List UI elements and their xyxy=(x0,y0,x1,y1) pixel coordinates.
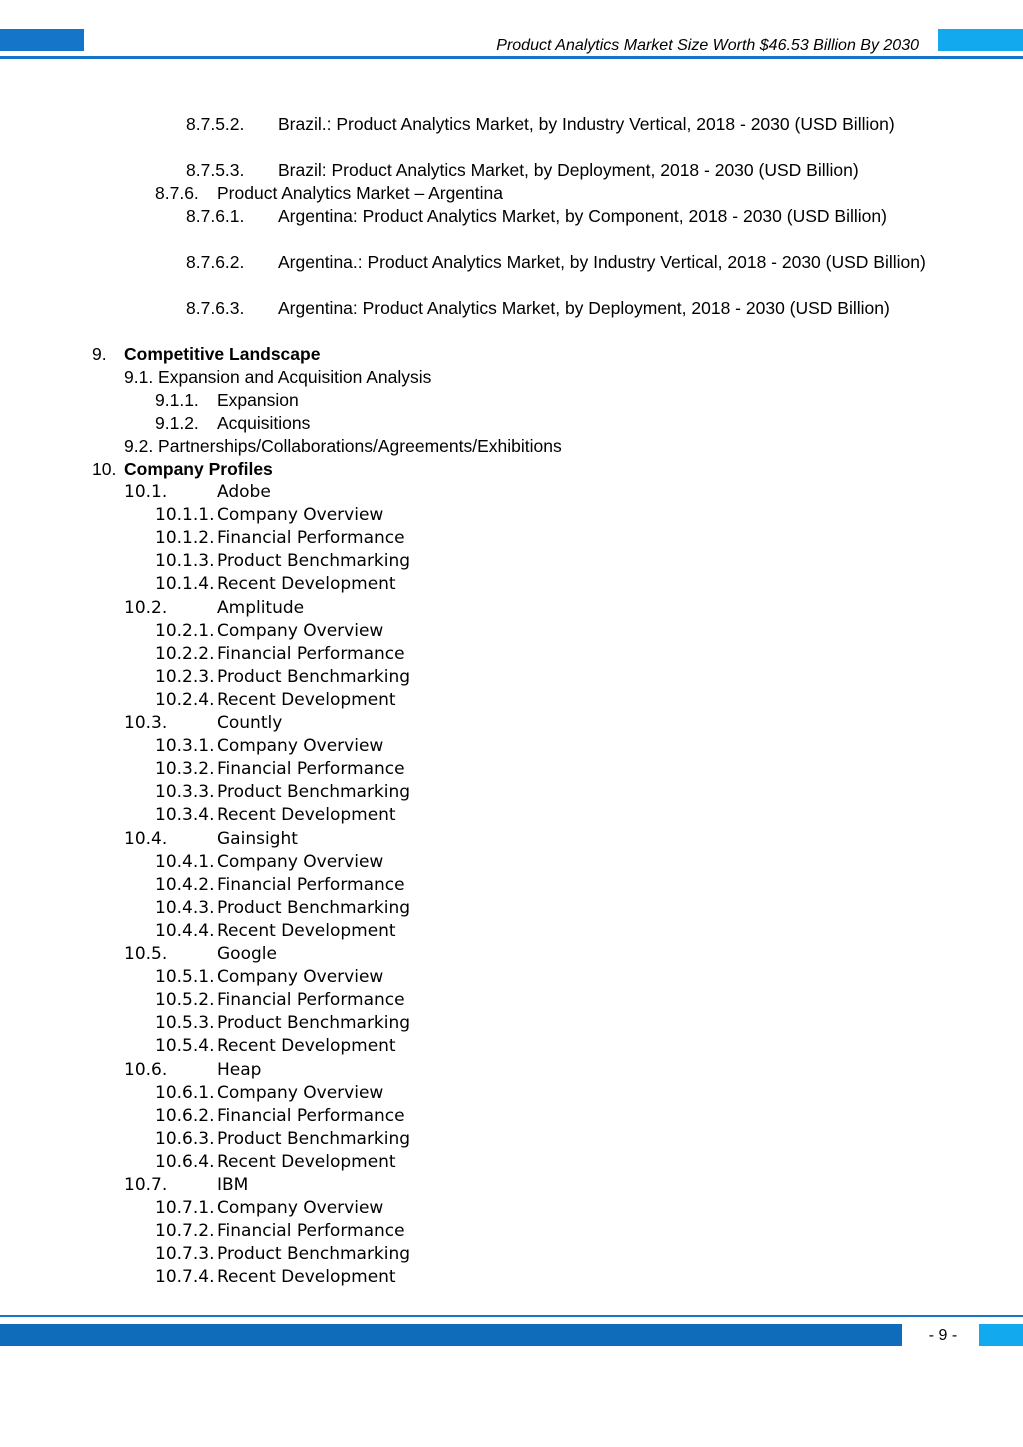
toc-entry-text: Argentina: Product Analytics Market, by Component, 2018 - 2030 (USD Billion) xyxy=(278,206,887,226)
footer-rule xyxy=(0,1315,1023,1317)
toc-entry-number: 9.1.1. xyxy=(155,390,199,410)
toc-section-title: Company Profiles xyxy=(124,459,273,479)
toc-entry-text: Company Overview xyxy=(217,736,384,757)
toc-entry-number: 8.7.6. xyxy=(155,183,199,203)
toc-entry-number: 10.6.4. xyxy=(155,1151,215,1172)
toc-company-number: 10.6. xyxy=(124,1059,168,1080)
toc-entry-text: Product Benchmarking xyxy=(217,1128,411,1149)
footer-right-block xyxy=(979,1324,1023,1346)
toc-entry-text: Company Overview xyxy=(217,620,384,641)
toc-entry-text: Company Overview xyxy=(217,851,384,872)
toc-entry-text: Product Benchmarking xyxy=(217,897,411,918)
toc-entry-number: 10.6.2. xyxy=(155,1105,215,1126)
footer-band xyxy=(0,1324,902,1346)
toc-entry-number: 8.7.5.3. xyxy=(186,160,245,180)
toc-entry-text: Financial Performance xyxy=(217,874,405,895)
toc-section-title: Competitive Landscape xyxy=(124,344,321,364)
toc-entry-number: 10.7.3. xyxy=(155,1244,215,1265)
toc-entry-text: Product Analytics Market – Argentina xyxy=(217,183,503,203)
toc-entry-number: 8.7.6.3. xyxy=(186,298,245,318)
toc-entry-number: 10.4.3. xyxy=(155,897,215,918)
toc-company-name: Google xyxy=(217,944,277,964)
page-number: - 9 - xyxy=(928,1327,958,1344)
toc-entry-number: 10.4.1. xyxy=(155,851,215,872)
toc-company-name: Amplitude xyxy=(217,597,305,618)
toc-entry-text: Recent Development xyxy=(217,1151,396,1172)
toc-entry-number: 10.2.4. xyxy=(155,689,215,710)
header-right-block xyxy=(938,29,1023,51)
toc-entry-text: Financial Performance xyxy=(217,643,405,664)
toc-company-number: 10.4. xyxy=(124,828,168,849)
header-title: Product Analytics Market Size Worth $46.53 Billion By 2030 xyxy=(496,37,919,54)
toc-entry-number: 10.3.2. xyxy=(155,759,215,780)
toc-entry-text: Recent Development xyxy=(217,1267,396,1288)
toc-entry-number: 10.6.1. xyxy=(155,1082,215,1103)
toc-entry-number: 9.1.2. xyxy=(155,413,199,433)
toc-company-number: 10.2. xyxy=(124,597,168,618)
toc-company-name: Heap xyxy=(217,1059,262,1080)
toc-entry-text: Acquisitions xyxy=(217,413,311,433)
toc-section-number: 9. xyxy=(92,344,107,364)
toc-entry-text: 9.1. Expansion and Acquisition Analysis xyxy=(124,367,432,387)
toc-entry-text: Product Benchmarking xyxy=(217,1244,411,1265)
toc-entry-number: 10.6.3. xyxy=(155,1128,215,1149)
toc-company-name: Gainsight xyxy=(217,828,298,849)
toc-entry-text: Recent Development xyxy=(217,920,396,941)
toc-entry-number: 8.7.6.2. xyxy=(186,252,245,272)
toc-entry-text: Recent Development xyxy=(217,1036,396,1057)
toc-entry-number: 10.5.4. xyxy=(155,1036,215,1057)
toc-company-name: Adobe xyxy=(217,482,271,502)
toc-entry-text: Brazil.: Product Analytics Market, by Industry Vertical, 2018 - 2030 (USD Billion) xyxy=(278,114,895,134)
toc-entry-text: Brazil: Product Analytics Market, by Deployment, 2018 - 2030 (USD Billion) xyxy=(278,160,859,180)
toc-entry-number: 10.7.4. xyxy=(155,1267,215,1288)
toc-entry-number: 10.1.3. xyxy=(155,551,215,572)
header-left-block xyxy=(0,29,84,51)
toc-entry-text: Company Overview xyxy=(217,1198,384,1219)
toc-entry-text: Argentina: Product Analytics Market, by Deployment, 2018 - 2030 (USD Billion) xyxy=(278,298,890,318)
toc-company-number: 10.5. xyxy=(124,944,168,964)
toc-entry-text: Company Overview xyxy=(217,967,384,988)
toc-entry-text: Product Benchmarking xyxy=(217,782,411,803)
toc-company-number: 10.1. xyxy=(124,482,168,502)
toc-entry-text: Financial Performance xyxy=(217,528,405,549)
toc-entry-number: 10.4.4. xyxy=(155,920,215,941)
toc-entry-text: Argentina.: Product Analytics Market, by Industry Vertical, 2018 - 2030 (USD Billion) xyxy=(278,252,926,272)
toc-entry-number: 10.5.2. xyxy=(155,990,215,1011)
toc-entry-number: 10.5.3. xyxy=(155,1013,215,1034)
toc-entry-text: Product Benchmarking xyxy=(217,1013,411,1034)
toc-company-name: Countly xyxy=(217,713,283,733)
toc-entry-number: 8.7.6.1. xyxy=(186,206,245,226)
toc-entry-text: Company Overview xyxy=(217,505,384,526)
toc-entry-text: Expansion xyxy=(217,390,299,410)
toc-entry-number: 10.1.1. xyxy=(155,505,215,526)
toc-entry-text: Product Benchmarking xyxy=(217,666,411,687)
toc-entry-text: Financial Performance xyxy=(217,1105,405,1126)
toc-entry-number: 10.3.1. xyxy=(155,736,215,757)
toc-company-name: IBM xyxy=(217,1175,249,1195)
toc-entry-text: Recent Development xyxy=(217,689,396,710)
toc-entry-number: 10.1.2. xyxy=(155,528,215,549)
header-rule xyxy=(0,56,1023,59)
toc-entry-text: Product Benchmarking xyxy=(217,551,411,572)
toc-entry-number: 10.3.4. xyxy=(155,805,215,826)
toc-entry-text: Recent Development xyxy=(217,805,396,826)
toc-entry-number: 10.3.3. xyxy=(155,782,215,803)
toc-entry-number: 10.7.1. xyxy=(155,1198,215,1219)
toc-entry-number: 10.2.2. xyxy=(155,643,215,664)
toc-entry-text: Financial Performance xyxy=(217,990,405,1011)
toc-company-number: 10.7. xyxy=(124,1175,168,1195)
toc-entry-text: 9.2. Partnerships/Collaborations/Agreements/Exhibitions xyxy=(124,436,562,456)
toc-section-number: 10. xyxy=(92,459,117,479)
toc-entry-number: 10.2.3. xyxy=(155,666,215,687)
toc-entry-text: Recent Development xyxy=(217,574,396,595)
toc-entry-number: 10.4.2. xyxy=(155,874,215,895)
toc-company-number: 10.3. xyxy=(124,713,168,733)
toc-entry-number: 10.1.4. xyxy=(155,574,215,595)
toc-entry-text: Company Overview xyxy=(217,1082,384,1103)
toc-entry-text: Financial Performance xyxy=(217,759,405,780)
toc-entry-number: 10.5.1. xyxy=(155,967,215,988)
toc-entry-number: 8.7.5.2. xyxy=(186,114,245,134)
toc-entry-number: 10.7.2. xyxy=(155,1221,215,1242)
toc-entry-text: Financial Performance xyxy=(217,1221,405,1242)
toc-entry-number: 10.2.1. xyxy=(155,620,215,641)
